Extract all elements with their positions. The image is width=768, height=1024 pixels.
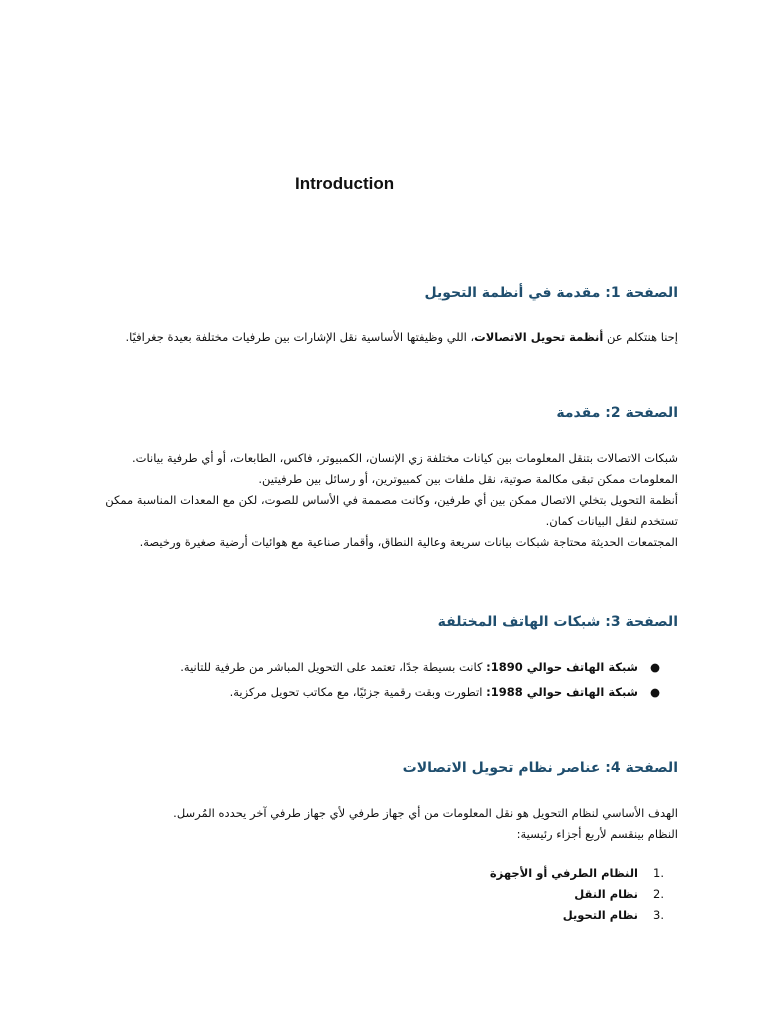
- section-2-line: أنظمة التحويل بتخلي الاتصال ممكن بين أي طرفين، وكانت مصممة في الأساس للصوت، لكن مع المعدات المناسبة ممكن: [105, 493, 678, 507]
- bullet-icon: ●: [649, 685, 660, 699]
- section-1-text-bold: أنظمة تحويل الاتصالات: [474, 330, 604, 344]
- section-2-line: المجتمعات الحديثة محتاجة شبكات بيانات سريعة وعالية النطاق، وأقمار صناعية مع هوائيات أرضية صغيرة ورخيصة.: [139, 535, 678, 549]
- section-3-bullet-list: [78, 655, 678, 705]
- section-3-heading: الصفحة 3: شبكات الهاتف المختلفة: [437, 614, 678, 630]
- section-4-numbered-list: [78, 863, 678, 926]
- list-number: 3.: [653, 908, 664, 922]
- list-number: 1.: [653, 866, 664, 880]
- section-1-text-before: إحنا هنتكلم عن: [603, 330, 678, 344]
- bullet-bold: شبكة الهاتف حوالي 1890:: [486, 660, 638, 674]
- section-2-heading: الصفحة 2: مقدمة: [556, 405, 678, 421]
- list-item-text: النظام الطرفي أو الأجهزة: [489, 866, 638, 880]
- section-4-line: الهدف الأساسي لنظام التحويل هو نقل المعلومات من أي جهاز طرفي لأي جهاز طرفي آخر يحدده المُرسل.: [173, 806, 678, 820]
- page-title: Introduction: [295, 174, 395, 193]
- list-item-text: نظام النقل: [574, 887, 638, 901]
- section-4-heading: الصفحة 4: عناصر نظام تحويل الاتصالات: [402, 760, 678, 776]
- list-item: [78, 884, 678, 905]
- bullet-icon: ●: [649, 660, 660, 674]
- list-number: 2.: [653, 887, 664, 901]
- bullet-bold: شبكة الهاتف حوالي 1988:: [486, 685, 638, 699]
- list-item: [78, 863, 678, 884]
- list-item: [78, 655, 678, 680]
- section-2-line: المعلومات ممكن تبقى مكالمة صوتية، نقل ملفات بين كمبيوترين، أو رسائل بين طرفيتين.: [258, 472, 678, 486]
- section-4-line: النظام بينقسم لأربع أجزاء رئيسية:: [516, 827, 678, 841]
- section-1-heading: الصفحة 1: مقدمة في أنظمة التحويل: [424, 285, 678, 301]
- section-4-body: [78, 803, 678, 845]
- bullet-text: كانت بسيطة جدًا، تعتمد على التحويل المباشر من طرفية للتانية.: [180, 660, 487, 674]
- section-2-line: تستخدم لنقل البيانات كمان.: [545, 514, 678, 528]
- section-2-line: شبكات الاتصالات بتنقل المعلومات بين كيانات مختلفة زي الإنسان، الكمبيوتر، فاكس، الطابعات، أو أي طرفية بيانات.: [132, 451, 678, 465]
- section-2-body: [78, 448, 678, 553]
- list-item: [78, 680, 678, 705]
- section-1-text-after: ، اللي وظيفتها الأساسية نقل الإشارات بين طرفيات مختلفة بعيدة جغرافيًا.: [125, 330, 475, 344]
- section-1-paragraph: [78, 327, 678, 348]
- bullet-text: اتطورت وبقت رقمية جزئيًا، مع مكاتب تحويل مركزية.: [229, 685, 487, 699]
- list-item-text: نظام التحويل: [562, 908, 638, 922]
- list-item: [78, 905, 678, 926]
